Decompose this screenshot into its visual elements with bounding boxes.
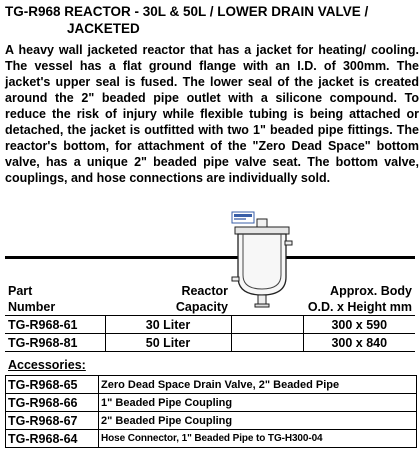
table-row [5,315,415,333]
accessories-table [5,375,417,448]
accessory-part-number: TG-R968-65 [6,376,99,394]
accessory-description: Zero Dead Space Drain Valve, 2" Beaded Pipe [99,376,417,394]
header-dimensions: Approx. Body O.D. x Height mm [303,258,415,316]
row-image-spacer [231,315,303,333]
row-part-number: TG-R968-81 [5,333,105,351]
list-item [6,376,417,394]
row-dimensions: 300 x 840 [303,333,415,351]
accessory-description: Hose Connector, 1" Beaded Pipe to TG-H300-04 [99,430,417,448]
accessory-part-number: TG-R968-66 [6,394,99,412]
title-line-2: JACKETED [67,21,140,36]
row-capacity: 30 Liter [105,315,231,333]
list-item [6,430,417,448]
title-line-1: TG-R968 REACTOR - 30L & 50L / LOWER DRAIN VALVE / [5,4,369,19]
accessory-description: 1" Beaded Pipe Coupling [99,394,417,412]
product-description: A heavy wall jacketed reactor that has a jacket for heating/ cooling. The vessel has a flat ground flange with an I.D. of 300mm. The jacket's upper seal is fused. The lower seal of the jacket is created around the 2" beaded pipe outlet with a silicone compound. To reduce the risk of injury while flexible tubing is being attached or detached, the jacket is outfitted with two 1" beaded pipe fittings. The reactor's bottom, for attachment of the "Zero Dead Space" bottom valve, has a unique 2" beaded pipe valve seat. The bottom valve, couplings, and hose connections are individually sold. [5,43,419,185]
table-row [5,333,415,351]
row-capacity: 50 Liter [105,333,231,351]
page-title [5,3,417,37]
list-item [6,394,417,412]
header-part-number: Part Number [5,258,105,316]
spec-header-row [5,258,415,316]
accessory-description: 2" Beaded Pipe Coupling [99,412,417,430]
accessory-part-number: TG-R968-67 [6,412,99,430]
accessories-label: Accessories: [8,358,86,372]
row-image-spacer [231,333,303,351]
spec-table [5,256,415,352]
reactor-image-cell [231,258,303,316]
header-capacity: Reactor Capacity [105,258,231,316]
list-item [6,412,417,430]
reactor-illustration-icon [231,211,293,309]
row-dimensions: 300 x 590 [303,315,415,333]
row-part-number: TG-R968-61 [5,315,105,333]
accessory-part-number: TG-R968-64 [6,430,99,448]
